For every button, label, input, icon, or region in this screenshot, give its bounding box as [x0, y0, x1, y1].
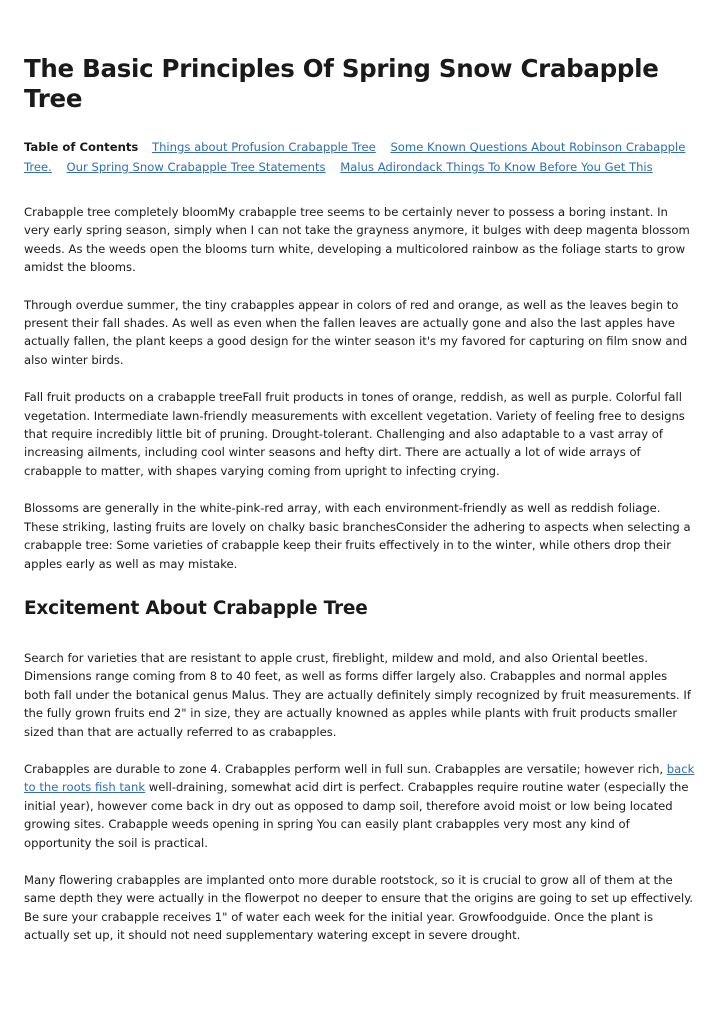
paragraph-text-after-link: well-draining, somewhat acid dirt is perfect. Crabapples require routine water (especially the initial year), however come back in dry out as opposed to damp soil, therefore avoid moist or low being located growing sites. Crabapple weeds opening in spring You can easily plant crabapples very most any kind of opportunity the soil is practical.: [24, 780, 689, 850]
toc-link-3[interactable]: Our Spring Snow Crabapple Tree Statements: [66, 160, 326, 174]
toc-link-2[interactable]: Some Known Questions About Robinson Crabapple Tree.: [24, 140, 686, 174]
page-title: The Basic Principles Of Spring Snow Crabapple Tree: [24, 54, 659, 113]
section-paragraph-2: [24, 760, 696, 852]
toc-link-4[interactable]: Malus Adirondack Things To Know Before You Get This: [340, 160, 653, 174]
section-paragraph-3: Many flowering crabapples are implanted onto more durable rootstock, so it is crucial to grow all of them at the same depth they were actually in the flowerpot no deeper to ensure that the origins are going to set up effectively. Be sure your crabapple receives 1" of water each week for the initial year. Growfoodguide. Once the plant is actually set up, it should not need supplementary watering except in severe drought.: [24, 872, 694, 943]
paragraph-text-before-link: Crabapples are durable to zone 4. Crabapples perform well in full sun. Crabapples are versatile; however rich,: [24, 761, 667, 776]
inline-link[interactable]: back to the roots fish tank: [24, 761, 695, 795]
toc-link-1[interactable]: Things about Profusion Crabapple Tree: [151, 140, 376, 154]
body-paragraph-1: Crabapple tree completely bloomMy crabapple tree seems to be certainly never to possess a boring instant. In very early spring season, simply when I can not take the grayness anymore, it bulges with deep magenta blossom weeds. As the weeds open the blooms turn white, developing a multicolored rainbow as the foliage starts to grow amidst the blooms.: [24, 205, 690, 275]
section-paragraph-1: Search for varieties that are resistant to apple crust, fireblight, mildew and mold, and also Oriental beetles. Dimensions range coming from 8 to 40 feet, as well as forms differ largely also. Crabapples and normal apples both fall under the botanical genus Malus. They are actually definitely simply recognized by fruit measurements. If the fully grown fruits end 2" in size, they are actually knowned as apples while plants with fruit products smaller sized than that are actually referred to as crabapples.: [24, 650, 691, 739]
section-heading: Excitement About Crabapple Tree: [24, 597, 368, 619]
body-paragraph-2: Through overdue summer, the tiny crabapples appear in colors of red and orange, as well as the leaves begin to present their fall shades. As well as even when the fallen leaves are actually gone and also the last apples have actually fallen, the plant keeps a good design for the winter season it's my favored for capturing on film snow and also winter birds.: [24, 297, 688, 367]
body-paragraph-3: Fall fruit products on a crabapple treeFall fruit products in tones of orange, reddish, as well as purple. Colorful fall vegetation. Intermediate lawn-friendly measurements with excellent vegetation. Variety of feeling free to designs that require incredibly little bit of pruning. Drought-tolerant. Challenging and also adaptable to a vast array of increasing ailments, including cool winter seasons and hefty dirt. There are actually a lot of wide arrays of crabapple to matter, with shapes varying coming from upright to infecting crying.: [24, 390, 685, 478]
table-of-contents: [24, 137, 696, 177]
body-paragraph-4: Blossoms are generally in the white-pink-red array, with each environment-friendly as well as reddish foliage. These striking, lasting fruits are lovely on chalky basic branchesConsider the adhering to aspects when selecting a crabapple tree: Some varieties of crabapple keep their fruits effectively in to the winter, while others drop their apples early as well as may mistake.: [24, 501, 691, 571]
toc-label: Table of Contents: [24, 140, 139, 154]
